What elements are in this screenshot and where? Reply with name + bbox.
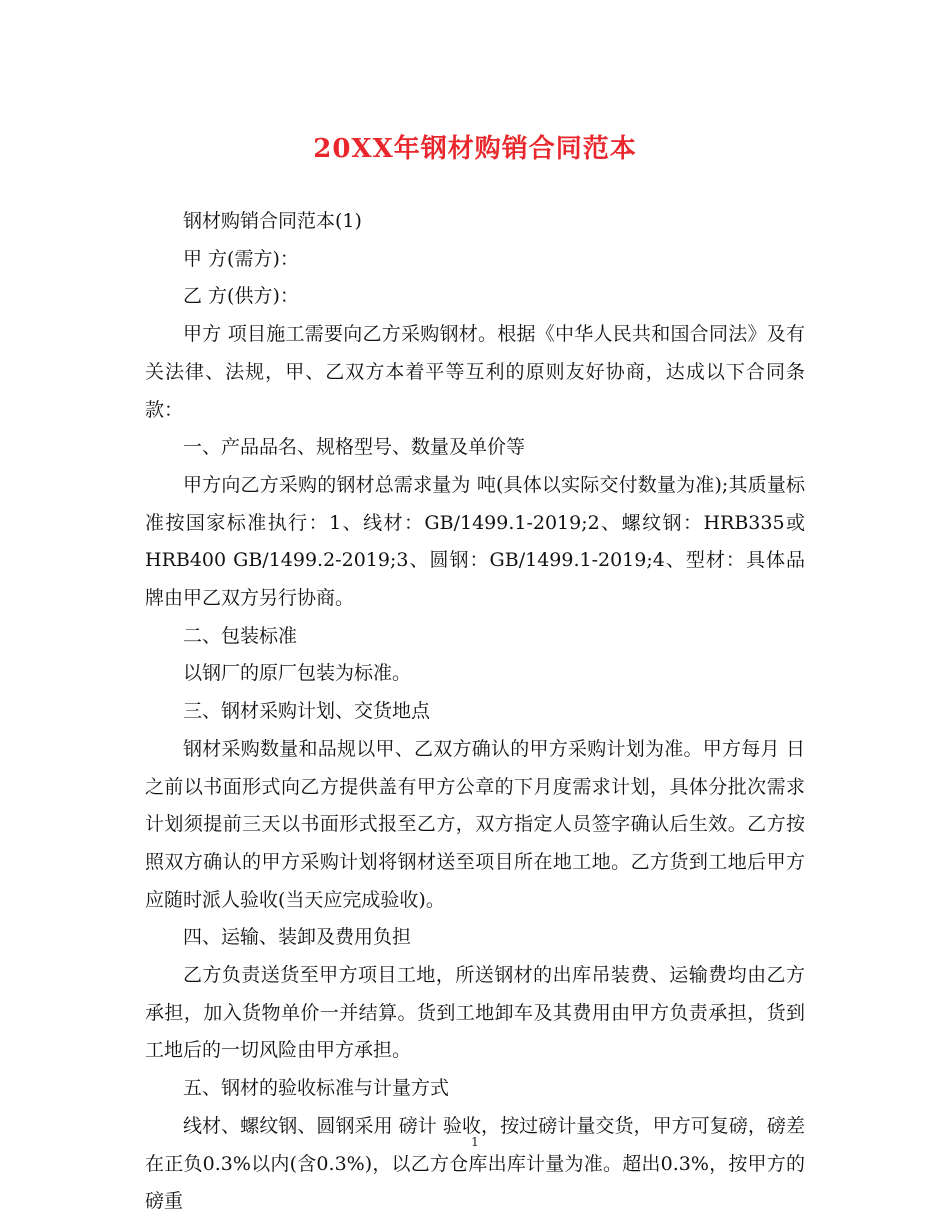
document-title: 20XX年钢材购销合同范本	[313, 134, 637, 164]
paragraph-section-5: 线材、螺纹钢、圆钢采用 磅计 验收，按过磅计量交货，甲方可复磅，磅差在正负0.3%以内(含0.3%)，以乙方仓库出库计量为准。超出0.3%，按甲方的磅重	[145, 1114, 805, 1213]
paragraph-section-4: 乙方负责送货至甲方项目工地，所送钢材的出库吊装费、运输费均由乙方承担，加入货物单价一并结算。货到工地卸车及其费用由甲方负责承担，货到工地后的一切风险由甲方承担。	[145, 964, 805, 1062]
paragraph-heading-sample: 钢材购销合同范本(1)	[183, 210, 362, 232]
paragraph-party-b: 乙 方(供方)：	[183, 285, 299, 308]
paragraph-section-1: 甲方向乙方采购的钢材总需求量为 吨(具体以实际交付数量为准);其质量标准按国家标准执行：1、线材：GB/1499.1-2019;2、螺纹钢：HRB335或HRB400 GB/1499.2-2019;3、圆钢：GB/1499.1-2019;4、型材：具体品牌由甲乙双方另行协商。	[145, 473, 805, 610]
section-heading-2: 二、包装标准	[183, 624, 298, 647]
section-heading-5: 五、钢材的验收标准与计量方式	[183, 1077, 450, 1100]
paragraph-party-a: 甲 方(需方)：	[183, 247, 299, 270]
section-heading-1: 一、产品品名、规格型号、数量及单价等	[183, 436, 526, 459]
paragraph-section-3: 钢材采购数量和品规以甲、乙双方确认的甲方采购计划为准。甲方每月 日之前以书面形式向乙方提供盖有甲方公章的下月度需求计划，具体分批次需求计划须提前三天以书面形式报至乙方，双方指定人员签字确认后生效。乙方按照双方确认的甲方采购计划将钢材送至项目所在地工地。乙方货到工地后甲方应随时派人验收(当天应完成验收)。	[145, 737, 805, 911]
document-body	[145, 203, 805, 1221]
section-heading-4: 四、运输、装卸及费用负担	[183, 926, 412, 949]
paragraph-preamble: 甲方 项目施工需要向乙方采购钢材。根据《中华人民共和国合同法》及有关法律、法规，甲、乙双方本着平等互利的原则友好协商，达成以下合同条款：	[145, 323, 805, 421]
page-number: 1	[471, 1135, 479, 1149]
paragraph-section-2: 以钢厂的原厂包装为标准。	[183, 662, 412, 685]
section-heading-3: 三、钢材采购计划、交货地点	[183, 700, 431, 723]
